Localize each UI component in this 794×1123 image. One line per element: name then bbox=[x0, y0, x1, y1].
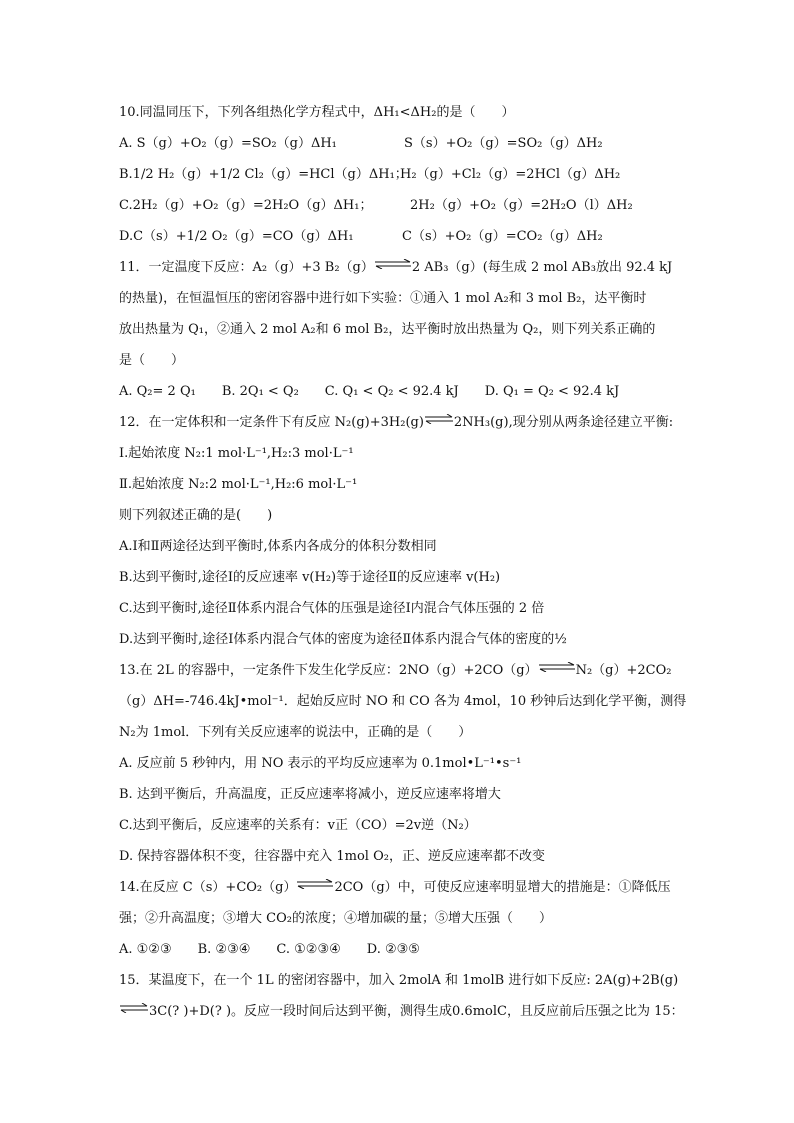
q12-option-c-text: C.达到平衡时,途径Ⅱ体系内混合气体的压强是途径Ⅰ内混合气体压强的 2 倍 bbox=[119, 601, 545, 616]
q12-route-2 bbox=[119, 476, 694, 494]
q11-line-2-text: 的热量)，在恒温恒压的密闭容器中进行如下实验：①通入 1 mol A₂和 3 mol B₂，达平衡时 bbox=[119, 291, 647, 306]
q14-stem-line-1 bbox=[119, 879, 694, 897]
q11-stem-line-1 bbox=[119, 259, 694, 277]
q14-options-text: A. ①②③ B. ②③④ C. ①②③④ D. ②③⑤ bbox=[119, 942, 420, 957]
q14-options bbox=[119, 941, 694, 959]
q13-stem-line-2 bbox=[119, 693, 694, 711]
q11-stem-part-b: 2 AB₃（g）(每生成 2 mol AB₃放出 92.4 kJ bbox=[411, 260, 673, 275]
q13-stem-part-b: N₂（g）+2CO₂ bbox=[575, 663, 672, 678]
q13-stem-line-3 bbox=[119, 724, 694, 742]
q13-option-b bbox=[119, 786, 694, 804]
q10-option-c bbox=[119, 197, 694, 215]
q10-option-a-right: S（s）+O₂（g）=SO₂（g）ΔH₂ bbox=[404, 136, 603, 151]
reversible-arrow-icon bbox=[424, 414, 454, 424]
q13-option-a-text: A. 反应前 5 秒钟内，用 NO 表示的平均反应速率为 0.1mol•L⁻¹•s⁻¹ bbox=[119, 756, 522, 771]
reversible-arrow-icon bbox=[538, 662, 576, 672]
q12-stem-part-b: 2NH₃(g),现分别从两条途径建立平衡: bbox=[453, 415, 674, 430]
q11-stem-line-3 bbox=[119, 321, 694, 339]
q12-ask-text: 则下列叙述正确的是( ) bbox=[119, 508, 273, 523]
q10-option-a bbox=[119, 135, 694, 153]
q14-stem-part-a: 14.在反应 C（s）+CO₂（g） bbox=[119, 880, 297, 895]
q10-option-c-left: C.2H₂（g）+O₂（g）=2H₂O（g）ΔH₁； bbox=[119, 198, 373, 213]
q13-option-d-text: D. 保持容器体积不变，往容器中充入 1mol O₂，正、逆反应速率都不改变 bbox=[119, 849, 545, 864]
q12-route-1 bbox=[119, 445, 694, 463]
q15-line-2-text: 3C(? )+D(? )。反应一段时间后达到平衡，测得生成0.6molC，且反应前后压强之比为 15： bbox=[149, 1004, 684, 1019]
q13-stem-part-a: 13.在 2L 的容器中，一定条件下发生化学反应：2NO（g）+2CO（g） bbox=[119, 663, 538, 678]
q12-route-1-text: Ⅰ.起始浓度 N₂:1 mol·L⁻¹,H₂:3 mol·L⁻¹ bbox=[119, 446, 354, 461]
q15-stem-line-2 bbox=[119, 1003, 694, 1021]
q10-option-b-left: B.1/2 H₂（g）+1/2 Cl₂（g）=HCl（g）ΔH₁； bbox=[119, 167, 408, 182]
q12-option-b bbox=[119, 569, 694, 587]
q13-option-c-text: C.达到平衡后，反应速率的关系有：v正（CO）=2v逆（N₂） bbox=[119, 818, 477, 833]
q12-option-d bbox=[119, 631, 694, 649]
q11-line-4-text: 是（ ） bbox=[119, 353, 185, 368]
q14-stem-line-2 bbox=[119, 910, 694, 928]
q12-option-c bbox=[119, 600, 694, 618]
q10-option-d-left: D.C（s）+1/2 O₂（g）=CO（g）ΔH₁ bbox=[119, 229, 354, 244]
q12-option-a bbox=[119, 538, 694, 556]
q14-line-2-text: 强；②升高温度；③增大 CO₂的浓度；④增加碳的量；⑤增大压强（ ） bbox=[119, 911, 552, 926]
q10-option-b bbox=[119, 166, 694, 184]
q10-option-d-right: C（s）+O₂（g）=CO₂（g）ΔH₂ bbox=[402, 229, 603, 244]
q14-stem-part-b: 2CO（g）中，可使反应速率明显增大的措施是：①降低压 bbox=[334, 880, 671, 895]
q10-option-a-left: A. S（g）+O₂（g）=SO₂（g）ΔH₁ bbox=[119, 136, 337, 151]
q15-line-1-text: 15．某温度下，在一个 1L 的密闭容器中，加入 2molA 和 1molB 进行如下反应: 2A(g)+2B(g) bbox=[119, 973, 679, 988]
q10-stem bbox=[119, 104, 694, 122]
q13-stem-line-1 bbox=[119, 662, 694, 680]
q12-stem-part-a: 12．在一定体积和一定条件下有反应 N₂(g)+3H₂(g) bbox=[119, 415, 424, 430]
q12-option-d-text: D.达到平衡时,途径Ⅰ体系内混合气体的密度为途径Ⅱ体系内混合气体的密度的½ bbox=[119, 632, 567, 647]
reversible-arrow-icon bbox=[296, 879, 334, 889]
q11-stem-line-4 bbox=[119, 352, 694, 370]
q11-options bbox=[119, 383, 694, 401]
q13-option-c bbox=[119, 817, 694, 835]
q11-options-text: A. Q₂= 2 Q₁ B. 2Q₁ < Q₂ C. Q₁ < Q₂ < 92.4 kJ D. Q₁ = Q₂ < 92.4 kJ bbox=[119, 384, 620, 399]
q11-stem-line-2 bbox=[119, 290, 694, 308]
q13-option-a bbox=[119, 755, 694, 773]
reversible-arrow-icon bbox=[119, 1003, 149, 1013]
q12-option-a-text: A.Ⅰ和Ⅱ两途径达到平衡时,体系内各成分的体积分数相同 bbox=[119, 539, 437, 554]
q12-stem bbox=[119, 414, 694, 432]
q13-option-b-text: B. 达到平衡后，升高温度，正反应速率将减小，逆反应速率将增大 bbox=[119, 787, 501, 802]
q10-stem-text: 10.同温同压下，下列各组热化学方程式中，ΔH₁<ΔH₂的是（ ） bbox=[119, 105, 515, 120]
q15-stem-line-1 bbox=[119, 972, 694, 990]
q10-option-d bbox=[119, 228, 694, 246]
q13-line-2-text: （g）ΔH=-746.4kJ•mol⁻¹．起始反应时 NO 和 CO 各为 4mol，10 秒钟后达到化学平衡，测得 bbox=[119, 694, 687, 709]
q13-option-d bbox=[119, 848, 694, 866]
q12-option-b-text: B.达到平衡时,途径Ⅰ的反应速率 v(H₂)等于途径Ⅱ的反应速率 v(H₂) bbox=[119, 570, 501, 585]
q12-ask bbox=[119, 507, 694, 525]
q11-stem-part-a: 11．一定温度下反应：A₂（g）+3 B₂（g） bbox=[119, 260, 374, 275]
q13-line-3-text: N₂为 1mol．下列有关反应速率的说法中，正确的是（ ） bbox=[119, 725, 472, 740]
q10-option-c-right: 2H₂（g）+O₂（g）=2H₂O（l）ΔH₂ bbox=[410, 198, 633, 213]
q10-option-b-right: H₂（g）+Cl₂（g）=2HCl（g）ΔH₂ bbox=[400, 167, 621, 182]
q11-line-3-text: 放出热量为 Q₁，②通入 2 mol A₂和 6 mol B₂，达平衡时放出热量为 Q₂，则下列关系正确的 bbox=[119, 322, 656, 337]
reversible-arrow-icon bbox=[374, 259, 412, 269]
q12-route-2-text: Ⅱ.起始浓度 N₂:2 mol·L⁻¹,H₂:6 mol·L⁻¹ bbox=[119, 477, 358, 492]
